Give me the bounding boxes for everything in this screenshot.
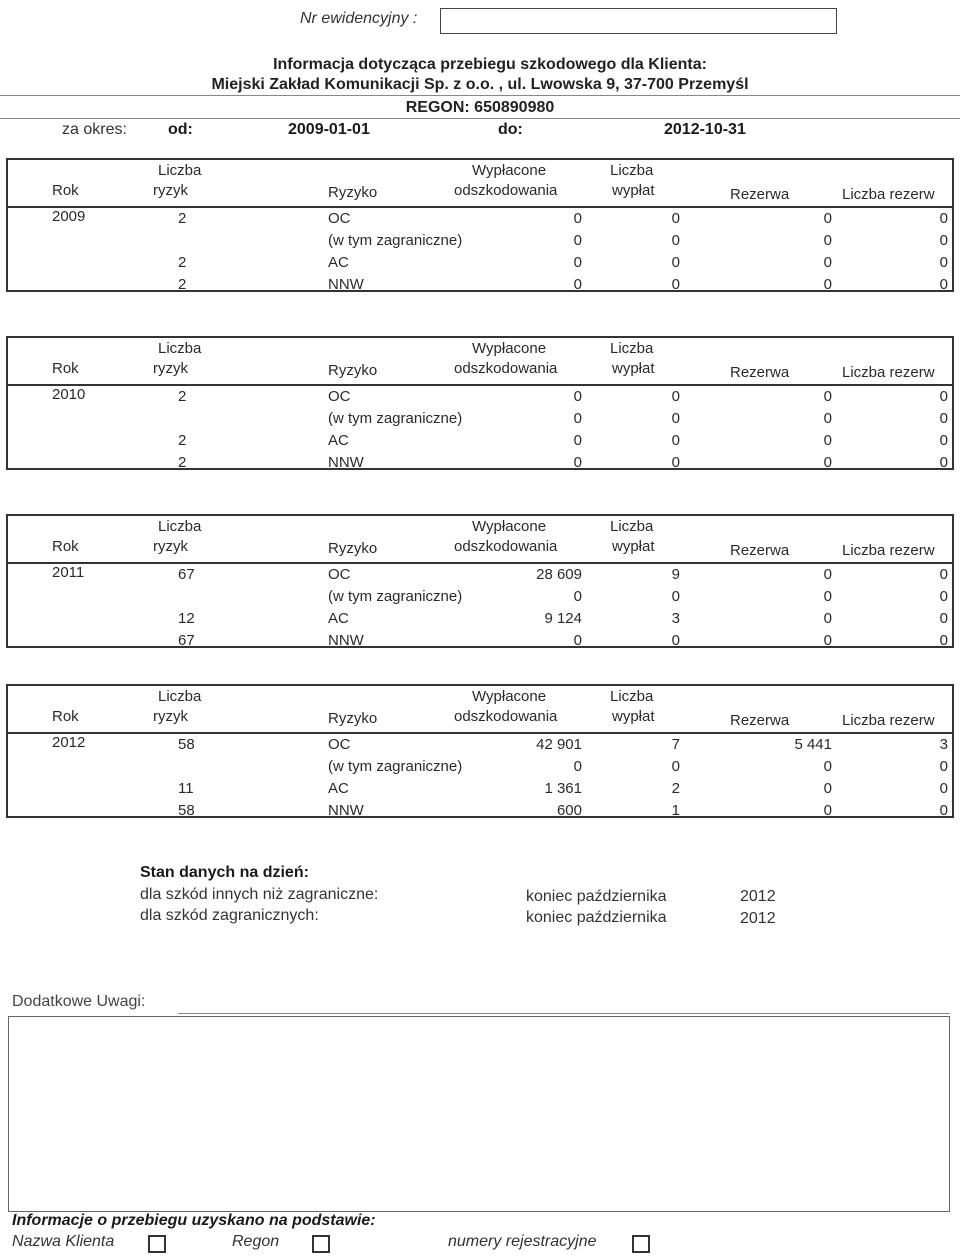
payments-count-cell: 0 — [671, 410, 680, 427]
reserve-cell: 0 — [823, 610, 832, 627]
reserve-cell: 0 — [823, 432, 832, 449]
claims-table-2012: Liczba Wypłacone Liczba Rok ryzyk Ryzyko odszkodowania wypłat Rezerwa Liczba rezerw 2012 58 OC 42 901 7 5 441 3 (w tym zagraniczne) 0 0 0 0 11 AC 1 361 2 0 0 58 NNW 600 1 0 0 — [6, 684, 954, 818]
claims-table-2010: Liczba Wypłacone Liczba Rok ryzyk Ryzyko odszkodowania wypłat Rezerwa Liczba rezerw 2010 2 OC 0 0 0 0 (w tym zagraniczne) 0 0 0 0 2 AC 0 0 0 0 2 NNW 0 0 0 0 — [6, 336, 954, 470]
payments-count-cell: 0 — [671, 588, 680, 605]
col-header-ryzyk: ryzyk — [153, 182, 188, 199]
col-header-ryzyk: ryzyk — [153, 360, 188, 377]
col-header-wyplacone: Wypłacone — [472, 518, 547, 535]
data-status-month-foreign: koniec października — [526, 909, 667, 926]
header-separator — [8, 384, 952, 386]
paid-claims-cell: 0 — [573, 588, 582, 605]
col-header-wyplacone: Wypłacone — [472, 688, 547, 705]
col-header-wyplat: wypłat — [612, 708, 655, 725]
col-header-wyplat: wypłat — [612, 360, 655, 377]
data-status-year-domestic: 2012 — [740, 888, 776, 905]
col-header-odszkodowania: odszkodowania — [454, 360, 558, 377]
reserve-cell: 0 — [823, 632, 832, 649]
divider — [0, 118, 960, 119]
col-header-odszkodowania: odszkodowania — [454, 708, 558, 725]
additional-notes-label: Dodatkowe Uwagi: — [12, 993, 146, 1010]
payments-count-cell: 0 — [671, 632, 680, 649]
year-cell: 2012 — [52, 734, 86, 751]
col-header-wyplacone: Wypłacone — [472, 162, 547, 179]
reserves-count-cell: 0 — [939, 802, 948, 819]
paid-claims-cell: 9 124 — [544, 610, 582, 627]
col-header-wyplat: wypłat — [612, 182, 655, 199]
reserves-count-cell: 0 — [939, 254, 948, 271]
paid-claims-cell: 42 901 — [536, 736, 582, 753]
reserves-count-cell: 0 — [939, 210, 948, 227]
period-from-label: od: — [168, 121, 193, 138]
col-header-ryzyk: ryzyk — [153, 708, 188, 725]
paid-claims-cell: 600 — [556, 802, 582, 819]
nr-ewidencyjny-field[interactable] — [440, 8, 837, 34]
header-separator — [8, 206, 952, 208]
col-header-liczba: Liczba — [610, 518, 654, 535]
col-header-rezerwa: Rezerwa — [730, 542, 790, 559]
paid-claims-cell: 0 — [573, 232, 582, 249]
risk-count-cell: 2 — [178, 276, 187, 293]
basis-title: Informacje o przebiegu uzyskano na podstawie: — [12, 1212, 376, 1229]
basis-registration-numbers-label: numery rejestracyjne — [448, 1233, 597, 1250]
risk-count-cell: 58 — [178, 802, 195, 819]
reserve-cell: 0 — [823, 802, 832, 819]
paid-claims-cell: 0 — [573, 254, 582, 271]
paid-claims-cell: 0 — [573, 758, 582, 775]
paid-claims-cell: 0 — [573, 454, 582, 471]
reserves-count-cell: 0 — [939, 232, 948, 249]
paid-claims-cell: 1 361 — [544, 780, 582, 797]
payments-count-cell: 9 — [671, 566, 680, 583]
period-to-date: 2012-10-31 — [664, 121, 746, 138]
reserve-cell: 0 — [823, 232, 832, 249]
claims-table-2011: Liczba Wypłacone Liczba Rok ryzyk Ryzyko odszkodowania wypłat Rezerwa Liczba rezerw 2011 67 OC 28 609 9 0 0 (w tym zagraniczne) 0 0 0 0 12 AC 9 124 3 0 0 67 NNW 0 0 0 0 — [6, 514, 954, 648]
col-header-liczba: Liczba — [610, 688, 654, 705]
risk-count-cell: 2 — [178, 454, 187, 471]
data-status-label-domestic: dla szkód innych niż zagraniczne: — [140, 886, 379, 903]
risk-count-cell: 67 — [178, 566, 195, 583]
col-header-rok: Rok — [52, 182, 79, 199]
basis-regon-label: Regon — [232, 1233, 280, 1250]
risk-count-cell: 2 — [178, 210, 187, 227]
reserves-count-cell: 0 — [939, 432, 948, 449]
col-header-liczba: Liczba — [158, 688, 202, 705]
risk-count-cell: 12 — [178, 610, 195, 627]
year-cell: 2009 — [52, 208, 86, 225]
nr-ewidencyjny-label: Nr ewidencyjny : — [300, 10, 418, 27]
risk-count-cell: 58 — [178, 736, 195, 753]
col-header-rezerwa: Rezerwa — [730, 186, 790, 203]
risk-count-cell: 11 — [178, 780, 194, 797]
col-header-liczba: Liczba — [158, 518, 202, 535]
paid-claims-cell: 28 609 — [536, 566, 582, 583]
period-to-label: do: — [498, 121, 523, 138]
basis-client-name-label: Nazwa Klienta — [12, 1233, 115, 1250]
reserve-cell: 5 441 — [794, 736, 832, 753]
risk-count-cell: 2 — [178, 254, 187, 271]
col-header-liczba-rezerw: Liczba rezerw — [842, 542, 935, 559]
payments-count-cell: 3 — [671, 610, 680, 627]
col-header-liczba: Liczba — [610, 340, 654, 357]
col-header-wyplat: wypłat — [612, 538, 655, 555]
col-header-liczba-rezerw: Liczba rezerw — [842, 364, 935, 381]
additional-notes-field[interactable] — [8, 1016, 950, 1212]
paid-claims-cell: 0 — [573, 410, 582, 427]
client-name-address: Miejski Zakład Komunikacji Sp. z o.o. , ul. Lwowska 9, 37-700 Przemyśl — [211, 76, 749, 93]
client-regon: REGON: 650890980 — [405, 99, 555, 116]
col-header-odszkodowania: odszkodowania — [454, 538, 558, 555]
paid-claims-cell: 0 — [573, 210, 582, 227]
payments-count-cell: 1 — [671, 802, 680, 819]
payments-count-cell: 0 — [671, 210, 680, 227]
payments-count-cell: 0 — [671, 388, 680, 405]
reserves-count-cell: 0 — [939, 388, 948, 405]
reserve-cell: 0 — [823, 254, 832, 271]
claims-table-2009: Liczba Wypłacone Liczba Rok ryzyk Ryzyko odszkodowania wypłat Rezerwa Liczba rezerw 2009 2 OC 0 0 0 0 (w tym zagraniczne) 0 0 0 0 2 AC 0 0 0 0 2 NNW 0 0 0 0 — [6, 158, 954, 292]
reserves-count-cell: 0 — [939, 454, 948, 471]
col-header-rezerwa: Rezerwa — [730, 364, 790, 381]
reserves-count-cell: 0 — [939, 566, 948, 583]
col-header-rok: Rok — [52, 538, 79, 555]
payments-count-cell: 0 — [671, 276, 680, 293]
reserves-count-cell: 0 — [939, 610, 948, 627]
paid-claims-cell: 0 — [573, 432, 582, 449]
col-header-rok: Rok — [52, 708, 79, 725]
basis-registration-numbers-checkbox[interactable] — [632, 1235, 650, 1253]
risk-count-cell: 2 — [178, 388, 187, 405]
reserves-count-cell: 3 — [939, 736, 948, 753]
period-label: za okres: — [62, 121, 127, 138]
paid-claims-cell: 0 — [573, 276, 582, 293]
risk-count-cell: 67 — [178, 632, 195, 649]
reserve-cell: 0 — [823, 588, 832, 605]
col-header-rok: Rok — [52, 360, 79, 377]
reserve-cell: 0 — [823, 210, 832, 227]
paid-claims-cell: 0 — [573, 388, 582, 405]
payments-count-cell: 0 — [671, 232, 680, 249]
reserves-count-cell: 0 — [939, 758, 948, 775]
reserve-cell: 0 — [823, 566, 832, 583]
col-header-liczba: Liczba — [610, 162, 654, 179]
payments-count-cell: 0 — [671, 454, 680, 471]
payments-count-cell: 0 — [671, 254, 680, 271]
col-header-ryzyk: ryzyk — [153, 538, 188, 555]
payments-count-cell: 7 — [671, 736, 680, 753]
reserves-count-cell: 0 — [939, 780, 948, 797]
reserves-count-cell: 0 — [939, 632, 948, 649]
col-header-liczba: Liczba — [158, 340, 202, 357]
paid-claims-cell: 0 — [573, 632, 582, 649]
header-separator — [8, 732, 952, 734]
header-separator — [8, 562, 952, 564]
col-header-liczba-rezerw: Liczba rezerw — [842, 186, 935, 203]
reserve-cell: 0 — [823, 780, 832, 797]
year-cell: 2011 — [52, 564, 85, 581]
data-status-year-foreign: 2012 — [740, 910, 776, 927]
col-header-wyplacone: Wypłacone — [472, 340, 547, 357]
reserve-cell: 0 — [823, 388, 832, 405]
divider — [0, 95, 960, 96]
reserve-cell: 0 — [823, 276, 832, 293]
basis-client-name-checkbox[interactable] — [148, 1235, 166, 1253]
reserves-count-cell: 0 — [939, 276, 948, 293]
report-title: Informacja dotycząca przebiegu szkodowego dla Klienta: — [273, 56, 707, 73]
col-header-liczba-rezerw: Liczba rezerw — [842, 712, 935, 729]
payments-count-cell: 0 — [671, 758, 680, 775]
data-status-month-domestic: koniec października — [526, 888, 667, 905]
col-header-odszkodowania: odszkodowania — [454, 182, 558, 199]
reserves-count-cell: 0 — [939, 588, 948, 605]
divider — [178, 1013, 950, 1014]
basis-regon-checkbox[interactable] — [312, 1235, 330, 1253]
payments-count-cell: 2 — [671, 780, 680, 797]
reserves-count-cell: 0 — [939, 410, 948, 427]
data-status-label-foreign: dla szkód zagranicznych: — [140, 907, 319, 924]
risk-count-cell: 2 — [178, 432, 187, 449]
reserve-cell: 0 — [823, 758, 832, 775]
period-from-date: 2009-01-01 — [288, 121, 370, 138]
year-cell: 2010 — [52, 386, 86, 403]
col-header-liczba: Liczba — [158, 162, 202, 179]
reserve-cell: 0 — [823, 410, 832, 427]
col-header-rezerwa: Rezerwa — [730, 712, 790, 729]
payments-count-cell: 0 — [671, 432, 680, 449]
data-status-title: Stan danych na dzień: — [140, 864, 309, 881]
reserve-cell: 0 — [823, 454, 832, 471]
